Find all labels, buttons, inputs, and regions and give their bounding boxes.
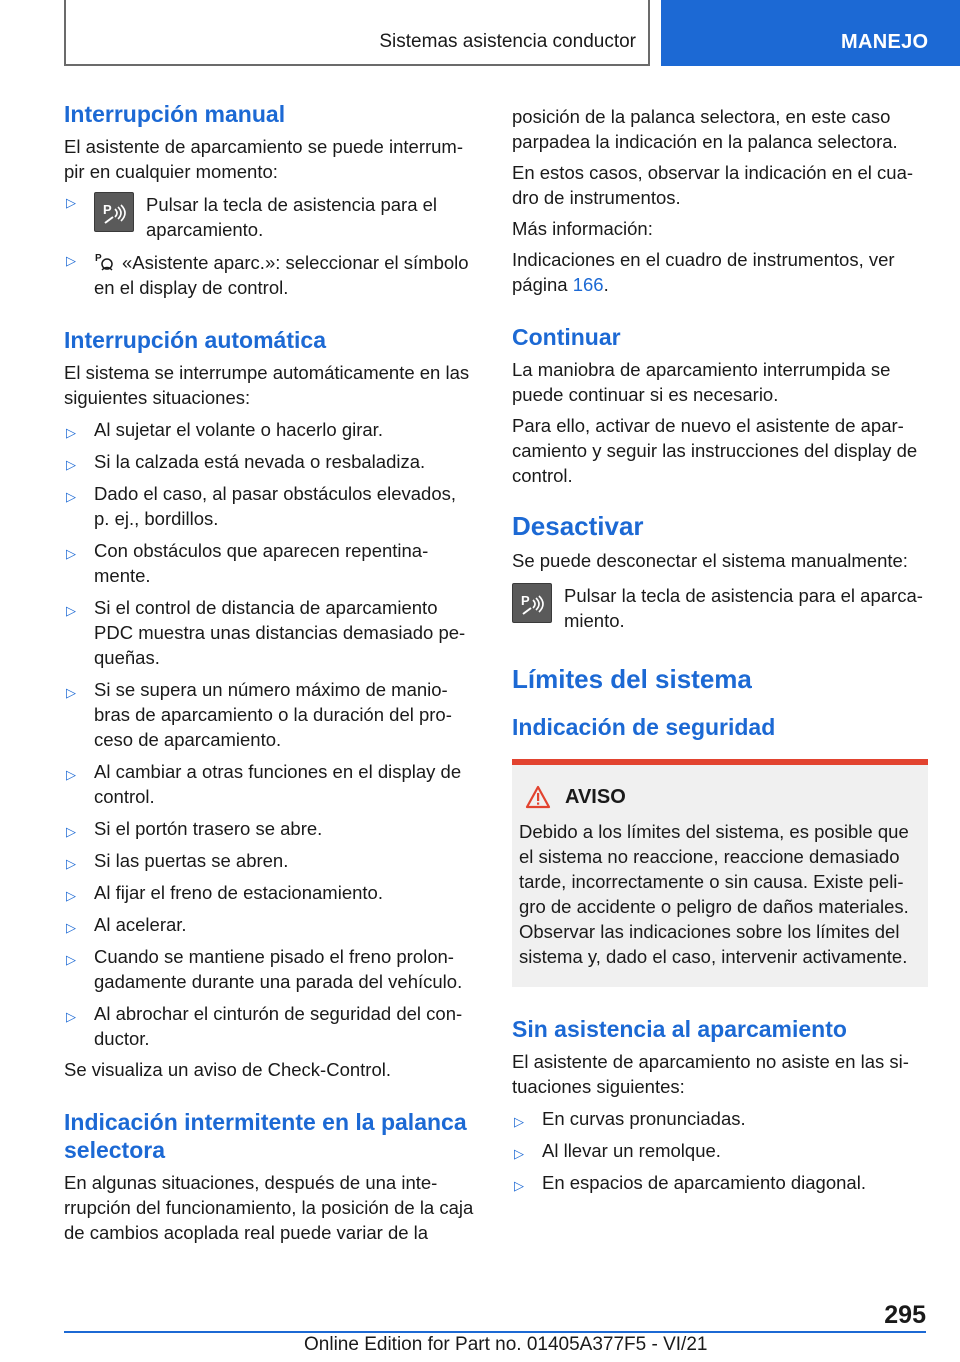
paragraph-sin: El asistente de aparcamiento no asiste en las si-tuaciones siguientes: (512, 1051, 909, 1097)
bullet-triangle-icon: ▷ (66, 856, 76, 871)
list-item: ▷ Al fijar el freno de estacionamiento. (64, 880, 476, 905)
paragraph-blink: En algunas situaciones, después de una inte-rrupción del funcionamiento, la posición de la caja de cambios acoplada real puede variar de la (64, 1172, 474, 1243)
bullet-triangle-icon: ▷ (66, 603, 76, 618)
park-assist-symbol-icon (94, 250, 116, 272)
warning-title: AVISO (565, 785, 626, 808)
header-section-title: Sistemas asistencia conductor (379, 31, 636, 52)
warning-triangle-icon (525, 785, 551, 809)
bullet-triangle-icon: ▷ (514, 1114, 524, 1129)
right-column (512, 104, 928, 1195)
bullet-triangle-icon: ▷ (66, 457, 76, 472)
heading-limites: Límites del sistema (512, 664, 752, 694)
svg-text:P: P (95, 253, 102, 264)
warning-text: Debido a los límites del sistema, es posible que el sistema no reaccione, reaccione demasiado tarde, incorrectamente o sin causa. Existe peli-gro de accidente o peligro de daños materiales. Observar las indicaciones sobre los límites del sistema y, dado el caso, intervenir activamente. (519, 821, 909, 967)
list-item: ▷ Con obstáculos que aparecen repentina-mente. (66, 540, 429, 586)
list-item: ▷ Si la calzada está nevada o resbaladiza. (64, 449, 476, 474)
page-reference-link[interactable]: 166 (572, 274, 604, 295)
park-assist-key-icon (512, 583, 552, 623)
header-section-box (64, 0, 650, 66)
bullet-triangle-icon: ▷ (66, 489, 76, 504)
paragraph-auto: El sistema se interrumpe automáticamente en las siguientes situaciones: (64, 362, 470, 408)
bullet-triangle-icon: ▷ (66, 824, 76, 839)
paragraph-continuation: posición de la palanca selectora, en este caso parpadea la indicación en la palanca selectora. (512, 106, 898, 152)
park-assist-key-icon (94, 192, 134, 232)
no-assist-list (512, 1106, 928, 1195)
list-item: ▷ Al acelerar. (64, 912, 476, 937)
bullet-triangle-icon: ▷ (66, 952, 76, 967)
svg-text:P: P (103, 202, 112, 217)
bullet-triangle-icon: ▷ (66, 888, 76, 903)
step-press-key-text: Pulsar la tecla de asistencia para el aparcamiento. (146, 194, 438, 240)
bullet-triangle-icon: ▷ (66, 546, 76, 561)
list-item: ▷ En espacios de aparcamiento diagonal. (512, 1170, 928, 1195)
list-item: ▷ Cuando se mantiene pisado el freno prolon-gadamente durante una parada del vehículo. (66, 946, 463, 992)
bullet-triangle-icon: ▷ (514, 1146, 524, 1161)
list-item: ▷ Al abrochar el cinturón de seguridad del con-ductor. (66, 1003, 463, 1049)
heading-seguridad: Indicación de seguridad (512, 714, 776, 740)
warning-box (512, 759, 928, 987)
bullet-triangle-icon: ▷ (66, 920, 76, 935)
paragraph-reference: Indicaciones en el cuadro de instrumentos, ver página 166. (512, 249, 895, 295)
heading-continuar: Continuar (512, 324, 621, 350)
step-select-symbol-text: «Asistente aparc.»: seleccionar el símbolo en el display de control. (94, 252, 469, 298)
list-item: ▷ Si las puertas se abren. (64, 848, 476, 873)
step-select-symbol (64, 250, 476, 300)
warning-header (519, 785, 920, 809)
paragraph-continuar-2: Para ello, activar de nuevo el asistente de apar-camiento y seguir las instrucciones del display de control. (512, 415, 918, 486)
paragraph-continuar-1: La maniobra de aparcamiento interrumpida se puede continuar si es necesario. (512, 359, 891, 405)
list-item: ▷ Dado el caso, al pasar obstáculos elevados, p. ej., bordillos. (66, 483, 456, 529)
list-item: ▷ En curvas pronunciadas. (512, 1106, 928, 1131)
list-item: ▷ Al llevar un remolque. (512, 1138, 928, 1163)
list-item: ▷ Si el control de distancia de aparcamiento PDC muestra unas distancias demasiado pe-queñas. (66, 597, 466, 668)
bullet-triangle-icon: ▷ (514, 1178, 524, 1193)
heading-indicacion-intermitente: Indicación intermitente en la palanca selectora (64, 1109, 467, 1163)
bullet-triangle-icon: ▷ (66, 685, 76, 700)
header-chapter-tab (661, 0, 960, 66)
paragraph-check-control: Se visualiza un aviso de Check-Control. (64, 1059, 391, 1080)
bullet-triangle-icon: ▷ (66, 253, 76, 268)
paragraph-instruments: En estos casos, observar la indicación en el cua-dro de instrumentos. (512, 162, 914, 208)
footer-divider (64, 1331, 926, 1333)
paragraph-desactivar: Se puede desconectar el sistema manualmente: (512, 550, 908, 571)
svg-text:P: P (521, 593, 530, 608)
paragraph-manual: El asistente de aparcamiento se puede interrum-pir en cualquier momento: (64, 136, 463, 182)
auto-interruption-list (64, 417, 476, 1051)
step-desactivar (512, 583, 928, 633)
step-desactivar-text: Pulsar la tecla de asistencia para el aparca-miento. (564, 585, 923, 631)
bullet-triangle-icon: ▷ (66, 1009, 76, 1024)
bullet-triangle-icon: ▷ (66, 425, 76, 440)
left-column (64, 100, 476, 1245)
heading-sin-asistencia: Sin asistencia al aparcamiento (512, 1016, 847, 1042)
paragraph-more-info: Más información: (512, 218, 653, 239)
list-item: ▷ Al sujetar el volante o hacerlo girar. (64, 417, 476, 442)
bullet-triangle-icon: ▷ (66, 195, 76, 210)
footer-edition: Online Edition for Part no. 01405A377F5 - VI/21 (304, 1334, 708, 1355)
list-item: ▷ Si se supera un número máximo de manio-bras de aparcamiento o la duración del pro-ceso de aparcamiento. (66, 679, 452, 750)
page-number: 295 (884, 1301, 926, 1329)
heading-interrupcion-manual: Interrupción manual (64, 101, 286, 127)
heading-desactivar: Desactivar (512, 511, 644, 541)
list-item: ▷ Si el portón trasero se abre. (64, 816, 476, 841)
list-item: ▷ Al cambiar a otras funciones en el display de control. (66, 761, 462, 807)
heading-interrupcion-automatica: Interrupción automática (64, 327, 326, 353)
bullet-triangle-icon: ▷ (66, 767, 76, 782)
header-chapter-label: MANEJO (841, 31, 929, 53)
step-press-key (64, 192, 476, 242)
